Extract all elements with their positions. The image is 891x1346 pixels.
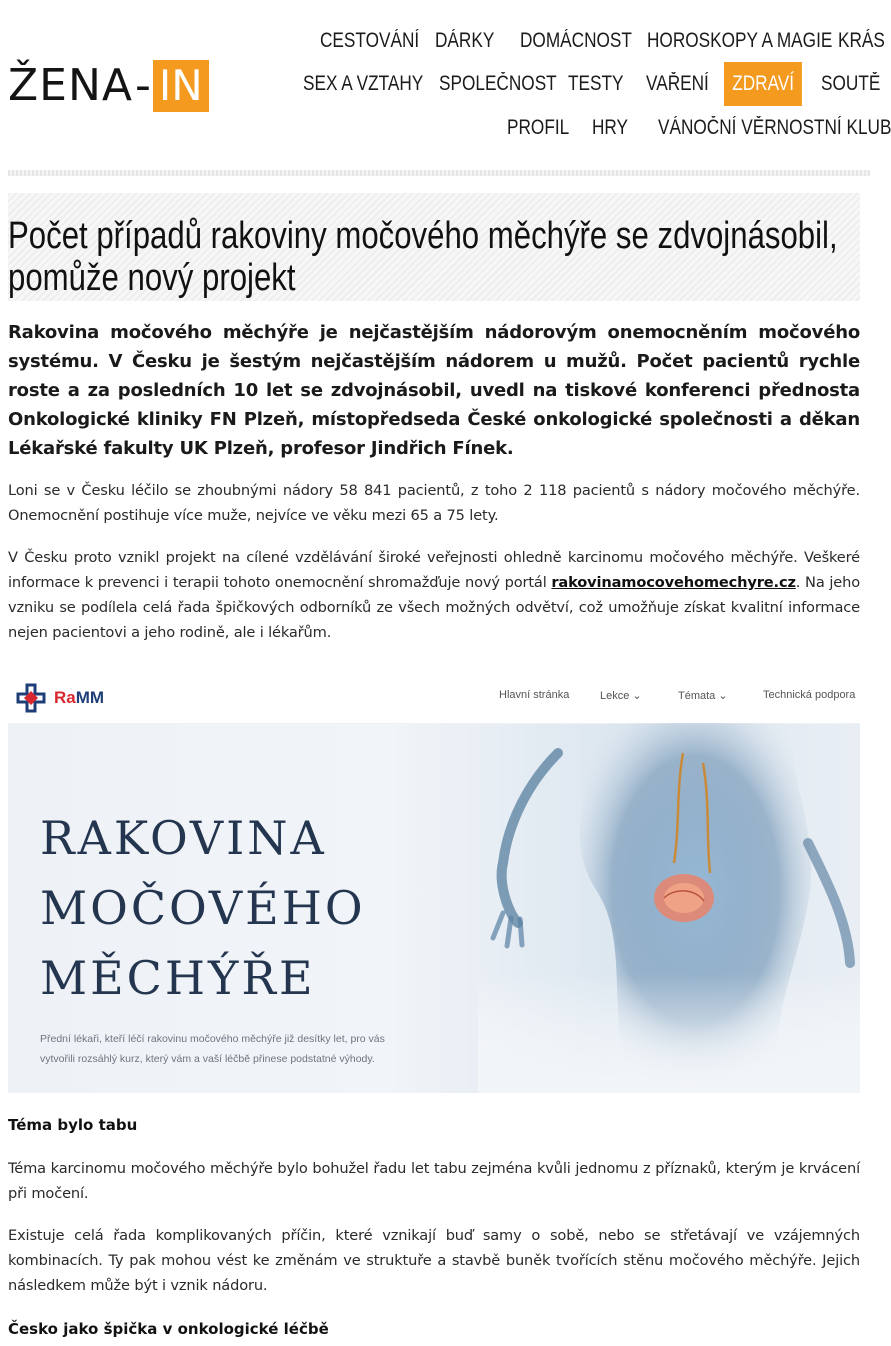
article-image xyxy=(8,673,860,1093)
logo-text-dash: - xyxy=(134,60,151,111)
logo-text-zena: ŽENA xyxy=(8,60,133,111)
image-nav-topics: Témata ⌄ xyxy=(678,690,728,702)
anatomy-illustration xyxy=(478,723,860,1093)
article-title-box xyxy=(8,193,860,301)
image-nav-home: Hlavní stránka xyxy=(499,689,570,701)
image-subtext: Přední lékaři, kteří léčí rakovinu močového měchýře již desítky let, pro vás vytvořili rozsáhlý kurz, který vám a vaší léčbě přinese podstatné výhody. xyxy=(40,1033,385,1065)
section-heading-tabu: Téma bylo tabu xyxy=(8,1116,138,1134)
image-headline-line-3: MĚCHÝŘE xyxy=(40,951,316,1005)
nav-item-vernostni-klub[interactable]: VÁNOČNÍ VĚRNOSTNÍ KLUB xyxy=(658,116,891,139)
ramm-brand-text: RaMM xyxy=(54,688,105,707)
nav-item-hry[interactable]: HRY xyxy=(592,116,629,139)
image-site-navbar xyxy=(8,673,860,724)
nav-item-cestovani[interactable]: CESTOVÁNÍ xyxy=(320,29,420,52)
image-nav-support: Technická podpora xyxy=(763,689,856,701)
article-title: Počet případů rakoviny močového měchýře se zdvojnásobil, pomůže nový projekt xyxy=(8,215,838,299)
header-divider xyxy=(8,170,870,176)
paragraph-2-text-before: V Česku proto vznikl projekt na cílené vzdělávání široké veřejnosti ohledně karcinomu močového měchýře. Veškeré informace k prevenci i terapii tohoto onemocnění shromažďuje nový portál xyxy=(8,549,860,591)
section-heading-cesko: Česko jako špička v onkologické léčbě xyxy=(8,1320,329,1338)
article-lead: Rakovina močového měchýře je nejčastějším nádorovým onemocněním močového systému. V Česku je šestým nejčastějším nádorem u mužů. Počet pacientů rychle roste a za posledních 10 let se zdvojnásobil, uvedl na tiskové konferenci přednosta Onkologické kliniky FN Plzeň, místopředseda České onkologické společnosti a děkan Lékařské fakulty UK Plzeň, profesor Jindřich Fínek. xyxy=(8,322,860,459)
image-headline xyxy=(40,803,366,1013)
article-paragraph-3: Téma karcinomu močového měchýře bylo bohužel řadu let tabu zejména kvůli jednomu z příznaků, kterým je krvácení při močení. xyxy=(8,1160,860,1202)
nav-item-domacnost[interactable]: DOMÁCNOST xyxy=(520,29,632,52)
nav-item-vareni[interactable]: VAŘENÍ xyxy=(646,72,709,95)
logo-text-in: IN xyxy=(153,60,209,112)
site-header xyxy=(0,0,891,170)
nav-item-zdravi[interactable]: ZDRAVÍ xyxy=(724,62,802,106)
article-paragraph-2 xyxy=(8,545,860,645)
ramm-cross-icon xyxy=(16,683,46,713)
image-headline-line-1: RAKOVINA xyxy=(40,811,327,865)
chevron-down-icon: ⌄ xyxy=(718,690,728,702)
portal-link[interactable]: rakovinamocovehomechyre.cz xyxy=(551,574,796,591)
chevron-down-icon: ⌄ xyxy=(632,690,642,702)
nav-item-horoskopy[interactable]: HOROSKOPY A MAGIE xyxy=(647,29,833,52)
image-headline-line-2: MOČOVÉHO xyxy=(40,881,366,935)
nav-item-profil[interactable]: PROFIL xyxy=(507,116,570,139)
nav-item-sex-a-vztahy[interactable]: SEX A VZTAHY xyxy=(303,72,424,95)
nav-item-darky[interactable]: DÁRKY xyxy=(435,29,495,52)
image-nav-lessons: Lekce ⌄ xyxy=(600,690,642,702)
site-logo[interactable] xyxy=(8,60,209,112)
nav-item-spolecnost[interactable]: SPOLEČNOST xyxy=(439,72,557,95)
nav-item-krasa[interactable]: KRÁS xyxy=(838,29,885,52)
article-paragraph-4: Existuje celá řada komplikovaných příčin, které vznikají buď samy o sobě, nebo se střetávají ve vzájemných kombinacích. Ty pak mohou vést ke změnám ve struktuře a stavbě buněk tvořících stěnu močového měchýře. Jejich následkem může být i vznik nádoru. xyxy=(8,1227,860,1294)
paragraph-2-text-after: . Na jeho vzniku se podílela celá řada špičkových odborníků ze všech možných odvětví, což umožňuje získat kvalitní informace nejen pacientovi a jeho rodině, ale i lékařům. xyxy=(8,574,860,641)
nav-item-testy[interactable]: TESTY xyxy=(568,72,624,95)
article-paragraph-1: Loni se v Česku léčilo se zhoubnými nádory 58 841 pacientů, z toho 2 118 pacientů s nádory močového měchýře. Onemocnění postihuje více muže, nejvíce ve věku mezi 65 a 75 lety. xyxy=(8,482,860,524)
nav-item-souteze[interactable]: SOUTĚ xyxy=(821,72,881,95)
ramm-logo xyxy=(16,683,104,713)
